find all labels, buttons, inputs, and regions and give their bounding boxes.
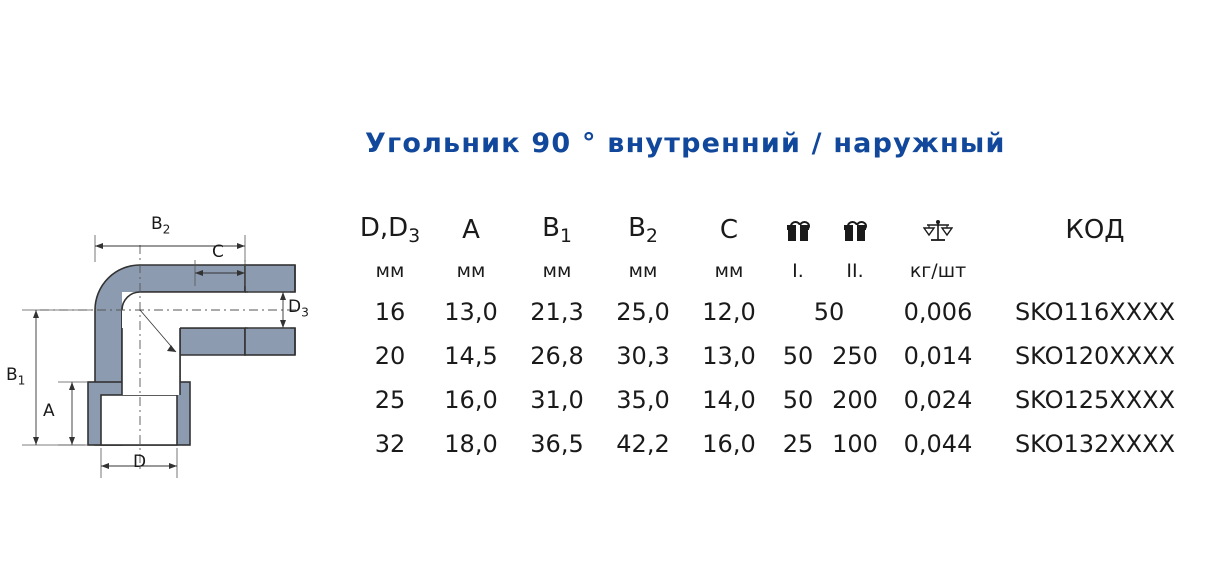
cell-a: 16,0 (444, 386, 498, 414)
technical-drawing (0, 200, 360, 500)
header-b2: $B_2$ (628, 212, 658, 248)
cell-a: 14,5 (444, 342, 498, 370)
cell-c: 16,0 (702, 430, 756, 458)
cell-pack-i: 25 (782, 430, 814, 458)
socket-bore (101, 395, 177, 445)
unit-b1: мм (542, 260, 572, 282)
cell-weight: 0,014 (903, 342, 973, 370)
cell-pack-i: 50 (782, 342, 814, 370)
cell-d: 20 (374, 342, 406, 370)
header-pack-ii (824, 208, 886, 252)
cell-d: 32 (374, 430, 406, 458)
cell-c: 14,0 (702, 386, 756, 414)
cell-a: 18,0 (444, 430, 498, 458)
cell-weight: 0,024 (903, 386, 973, 414)
cell-pack-merged: 50 (813, 298, 845, 326)
cell-c: 13,0 (702, 342, 756, 370)
cell-b2: 30,3 (616, 342, 670, 370)
cell-b2: 42,2 (616, 430, 670, 458)
cell-pack-ii: 200 (832, 386, 878, 414)
cell-b1: 36,5 (530, 430, 584, 458)
header-pack-i (772, 208, 824, 252)
cell-d: 25 (374, 386, 406, 414)
dimension-label-d: D (133, 452, 147, 472)
cell-code: SKO132XXXX (1014, 430, 1176, 458)
cell-a: 13,0 (444, 298, 498, 326)
spigot-upper (245, 265, 295, 292)
table-header-row (352, 208, 1200, 252)
gift-box-icon (787, 221, 809, 241)
table-units-row (352, 252, 1200, 290)
cell-c: 12,0 (702, 298, 756, 326)
cell-b2: 35,0 (616, 386, 670, 414)
cell-code: SKO120XXXX (1014, 342, 1176, 370)
cell-weight: 0,006 (903, 298, 973, 326)
header-c: C (719, 215, 739, 245)
header-code: КОД (1065, 215, 1125, 245)
table-row (352, 290, 1200, 334)
balance-scale-icon (923, 218, 953, 244)
cell-code: SKO125XXXX (1014, 386, 1176, 414)
cell-b2: 25,0 (616, 298, 670, 326)
unit-b2: мм (628, 260, 658, 282)
unit-c: мм (714, 260, 744, 282)
page-title: Угольник 90 ° внутренний / наружный (365, 128, 1006, 159)
dimension-label-d3: $D_3$ (288, 297, 309, 320)
cell-pack-ii: 250 (832, 342, 878, 370)
unit-pack-ii: II. (846, 260, 864, 282)
unit-pack-i: I. (792, 260, 804, 282)
specifications-table (352, 208, 1200, 466)
header-a: A (462, 215, 480, 245)
table-row (352, 334, 1200, 378)
table-row (352, 378, 1200, 422)
cell-code: SKO116XXXX (1014, 298, 1176, 326)
cell-pack-ii: 100 (832, 430, 878, 458)
dimension-label-b1: $B_1$ (6, 365, 26, 388)
gift-box-icon (844, 221, 866, 241)
cell-pack-i: 50 (782, 386, 814, 414)
cell-b1: 31,0 (530, 386, 584, 414)
cell-b1: 26,8 (530, 342, 584, 370)
unit-code (990, 252, 1200, 290)
unit-d: мм (375, 260, 405, 282)
cell-d: 16 (374, 298, 406, 326)
cell-weight: 0,044 (903, 430, 973, 458)
dimension-label-a: A (43, 401, 55, 421)
unit-weight: кг/шт (909, 260, 967, 282)
table-row (352, 422, 1200, 466)
header-weight (886, 208, 990, 252)
cell-b1: 21,3 (530, 298, 584, 326)
unit-a: мм (456, 260, 486, 282)
header-d: $D,D_3$ (359, 212, 421, 248)
dimension-label-c: C (212, 242, 224, 262)
header-b1: $B_1$ (542, 212, 572, 248)
spigot-lower (245, 328, 295, 355)
dimension-label-b2: $B_2$ (151, 214, 171, 237)
